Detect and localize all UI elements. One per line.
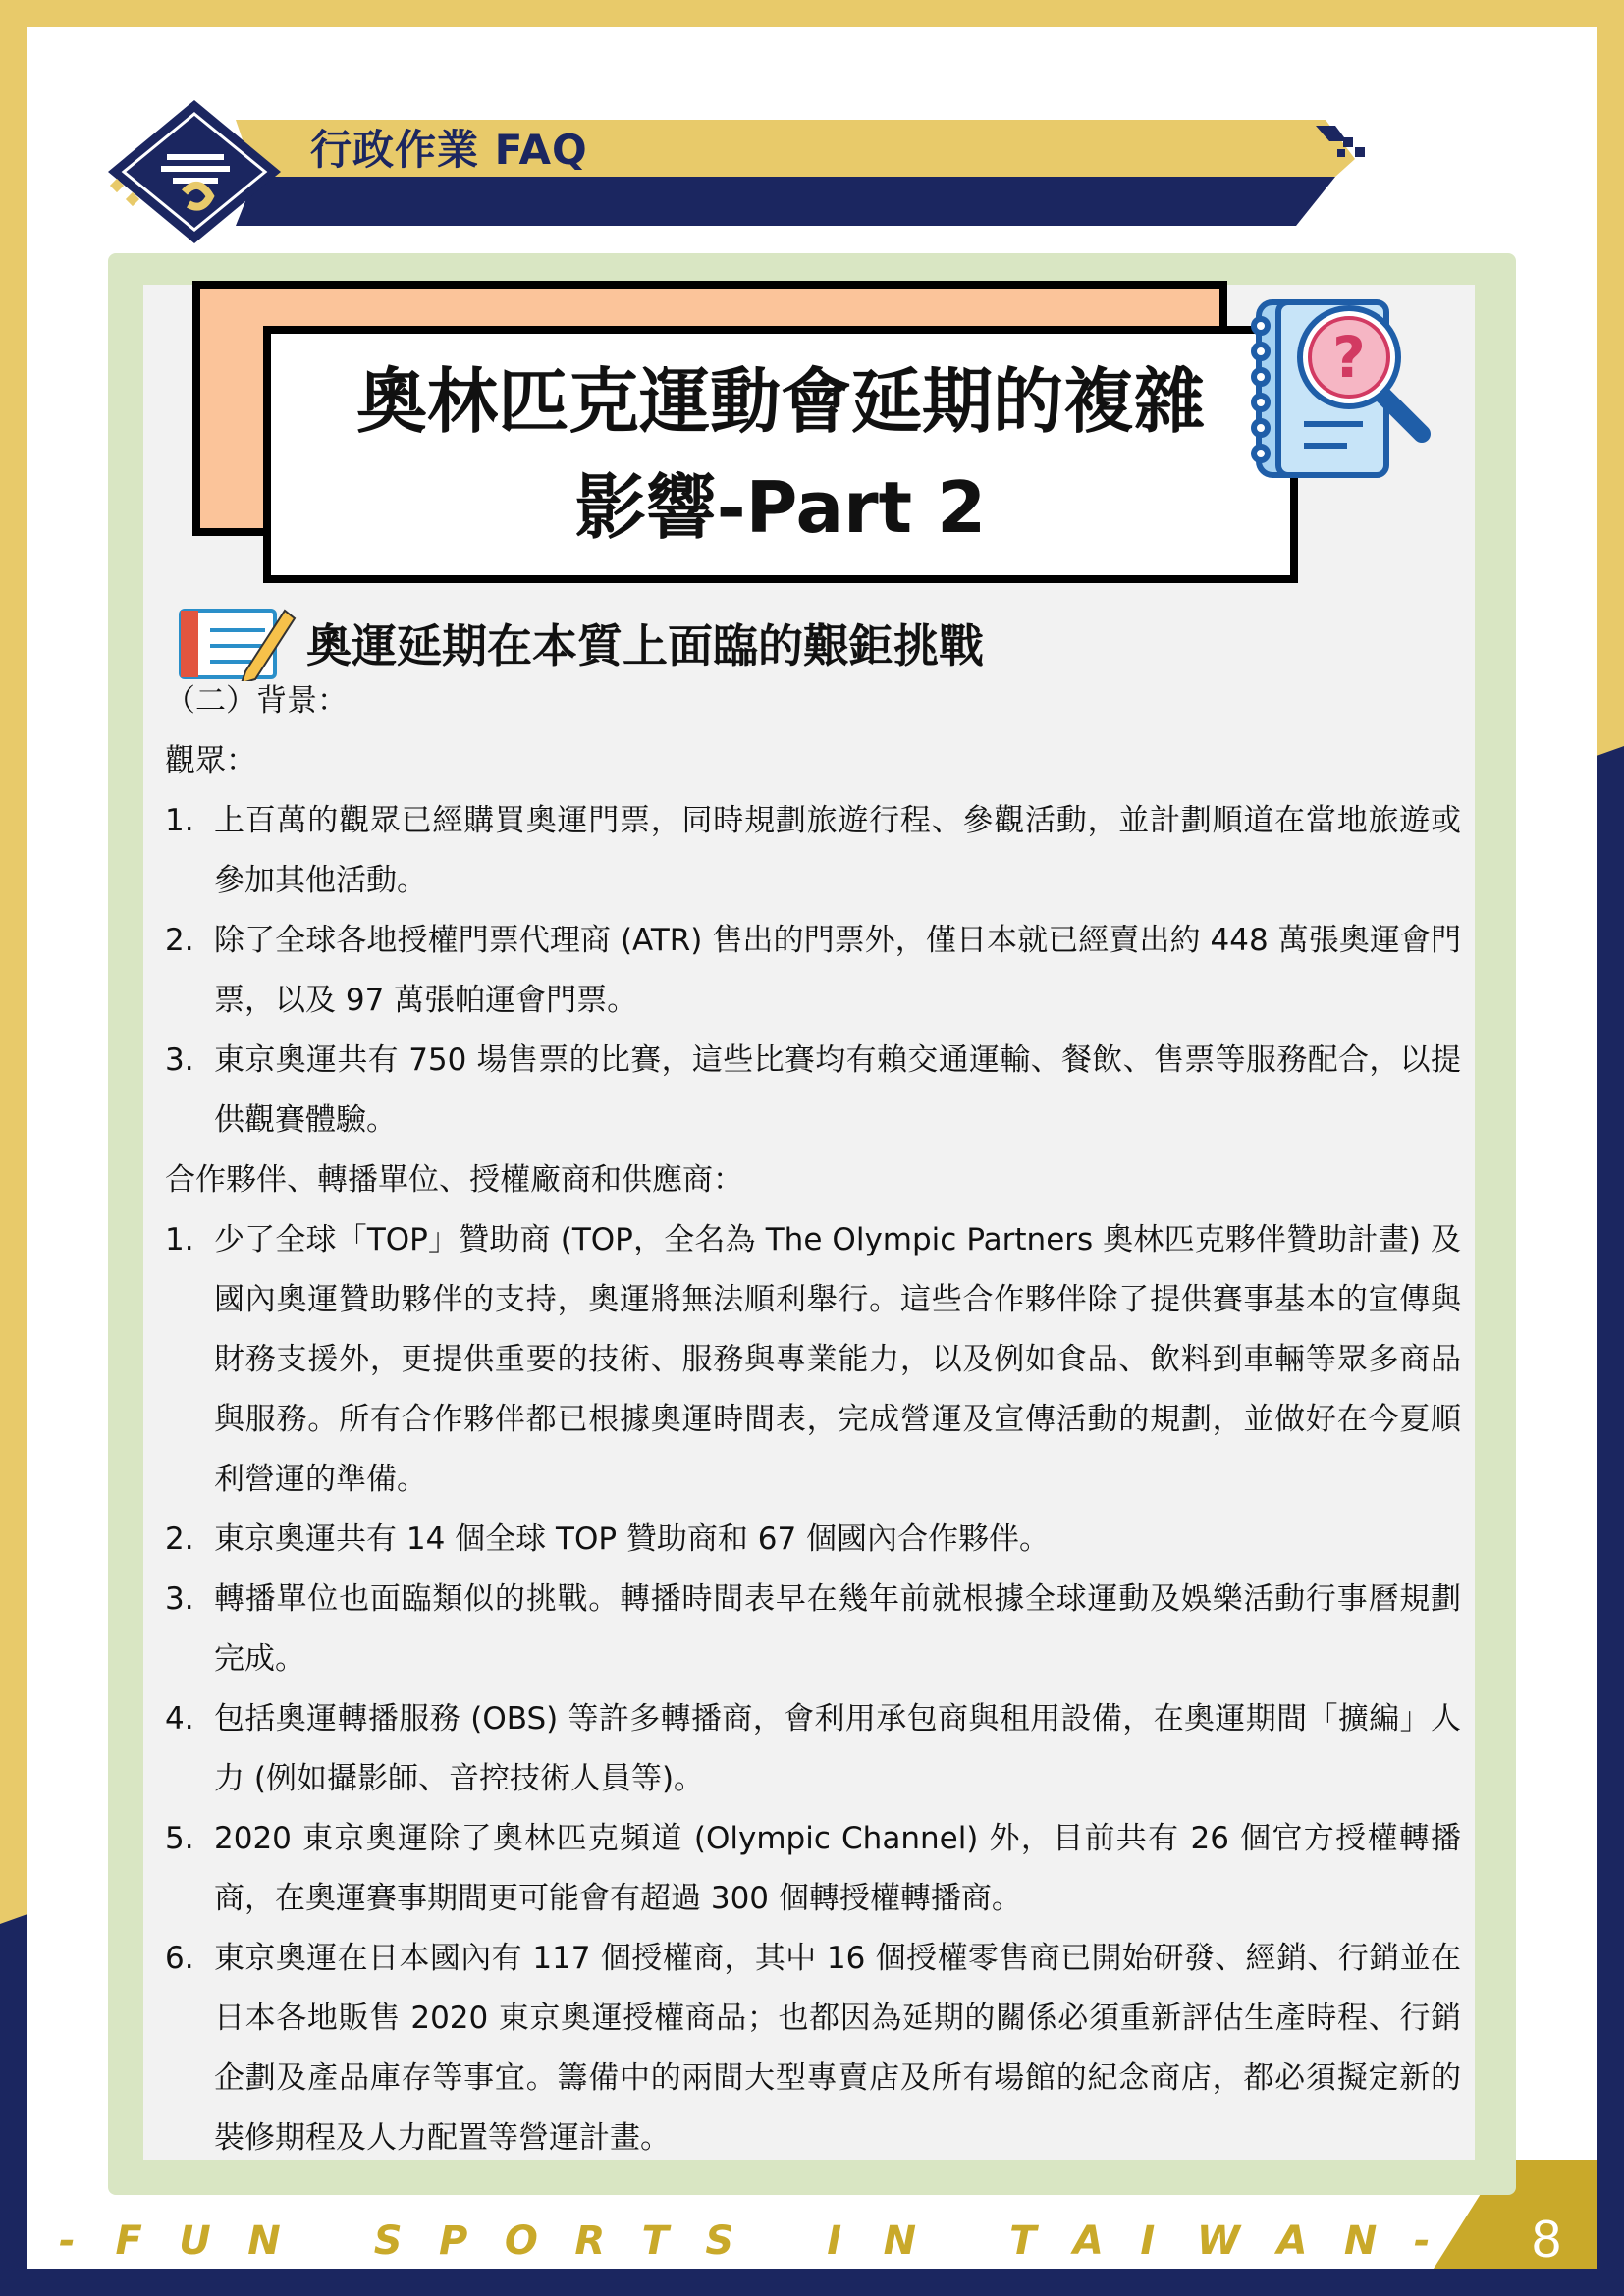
footer-letter: F	[115, 2218, 142, 2264]
page-title-line-2: 影響-Part 2	[574, 466, 987, 549]
list-item-number: 3.	[165, 1581, 194, 1617]
footer-letter: P	[439, 2218, 468, 2264]
header-title: 行政作業 FAQ	[310, 126, 588, 174]
list-item	[165, 911, 1461, 1031]
list-item-text: 少了全球「TOP」贊助商 (TOP，全名為 The Olympic Partners 奧林匹克夥伴贊助計畫) 及國內奧運贊助夥伴的支持，奧運將無法順利舉行。這些合作夥伴除了提供賽事基本的宣傳與財務支援外，更提供重要的技術、服務與專業能力，以及例如食品、飲料到車輛等眾多商品與服務。所有合作夥伴都已根據奧運時間表，完成營運及宣傳活動的規劃，並做好在今夏順利營運的準備。	[214, 1222, 1461, 1497]
audience-label: 觀眾：	[165, 743, 256, 778]
list-item	[165, 1570, 1461, 1689]
list-item	[165, 1510, 1461, 1570]
footer-letter	[771, 2218, 790, 2264]
footer-letter: T	[1009, 2218, 1037, 2264]
background-label: （二）背景：	[165, 683, 348, 719]
list-item	[165, 791, 1461, 911]
list-item-text: 東京奧運共有 750 場售票的比賽，這些比賽均有賴交通運輸、餐飲、售票等服務配合，以提供觀賽體驗。	[214, 1042, 1461, 1138]
list-item-number: 6.	[165, 1941, 194, 1976]
footer-letter: O	[504, 2218, 538, 2264]
partner-list	[165, 1210, 1461, 2168]
footer-letter: U	[179, 2218, 211, 2264]
list-item-number: 1.	[165, 1222, 194, 1257]
page-title-line-1: 奧林匹克運動會延期的複雜	[355, 360, 1205, 443]
list-item	[165, 1031, 1461, 1150]
list-item-text: 東京奧運共有 14 個全球 TOP 贊助商和 67 個國內合作夥伴。	[214, 1522, 1051, 1557]
footer-letter: S	[705, 2218, 734, 2264]
page-number: 8	[1532, 2210, 1562, 2269]
svg-text:?: ?	[1332, 324, 1366, 391]
header-banner	[108, 98, 1404, 245]
footer-letter: -	[1413, 2218, 1431, 2264]
list-item-number: 1.	[165, 803, 194, 838]
list-item	[165, 1689, 1461, 1809]
footer-letter: I	[1140, 2218, 1156, 2264]
list-item-text: 包括奧運轉播服務 (OBS) 等許多轉播商，會利用承包商與租用設備，在奧運期間「擴編」人力 (例如攝影師、音控技術人員等)。	[214, 1701, 1461, 1796]
notebook-pen-icon	[177, 603, 298, 681]
footer-letter: W	[1196, 2218, 1240, 2264]
notebook-magnifier-question-icon	[1245, 287, 1441, 493]
footer-letter: R	[574, 2218, 606, 2264]
list-item-number: 5.	[165, 1821, 194, 1856]
body-text	[165, 671, 1461, 2168]
section-heading: 奧運延期在本質上面臨的艱鉅挑戰	[306, 619, 984, 672]
footer-letter: N	[1343, 2218, 1378, 2264]
footer-letter	[317, 2218, 337, 2264]
footer-slogan	[59, 2218, 1434, 2264]
footer-letter: S	[373, 2218, 403, 2264]
audience-list	[165, 791, 1461, 1150]
header-ribbon	[108, 98, 1404, 245]
footer-letter: N	[247, 2218, 281, 2264]
list-item-number: 2.	[165, 923, 194, 958]
list-item-text: 除了全球各地授權門票代理商 (ATR) 售出的門票外，僅日本就已經賣出約 448 萬張奧運會門票，以及 97 萬張帕運會門票。	[214, 923, 1461, 1018]
footer-letter: I	[827, 2218, 842, 2264]
footer-letter: N	[883, 2218, 917, 2264]
partners-label: 合作夥伴、轉播單位、授權廠商和供應商：	[165, 1162, 743, 1198]
footer-letter: A	[1072, 2218, 1104, 2264]
list-item-text: 上百萬的觀眾已經購買奧運門票，同時規劃旅遊行程、參觀活動，並計劃順道在當地旅遊或參加其他活動。	[214, 803, 1461, 898]
list-item-text: 東京奧運在日本國內有 117 個授權商，其中 16 個授權零售商已開始研發、經銷、行銷並在日本各地販售 2020 東京奧運授權商品；也都因為延期的關係必須重新評估生產時程、行銷企劃及產品庫存等事宜。籌備中的兩間大型專賣店及所有場館的紀念商店，都必須擬定新的裝修期程及人力配置等營運計畫。	[214, 1941, 1461, 2156]
footer-letter	[953, 2218, 973, 2264]
list-item-text: 轉播單位也面臨類似的挑戰。轉播時間表早在幾年前就根據全球運動及娛樂活動行事曆規劃完成。	[214, 1581, 1461, 1677]
list-item-number: 4.	[165, 1701, 194, 1736]
list-item	[165, 1809, 1461, 1929]
list-item-text: 2020 東京奧運除了奧林匹克頻道 (Olympic Channel) 外，目前共有 26 個官方授權轉播商，在奧運賽事期間更可能會有超過 300 個轉授權轉播商。	[214, 1821, 1461, 1916]
footer-letter: A	[1276, 2218, 1308, 2264]
list-item-number: 3.	[165, 1042, 194, 1078]
list-item	[165, 1929, 1461, 2168]
footer-letter: -	[59, 2218, 76, 2264]
footer-letter: T	[641, 2218, 669, 2264]
list-item-number: 2.	[165, 1522, 194, 1557]
title-box	[263, 326, 1298, 583]
list-item	[165, 1210, 1461, 1510]
